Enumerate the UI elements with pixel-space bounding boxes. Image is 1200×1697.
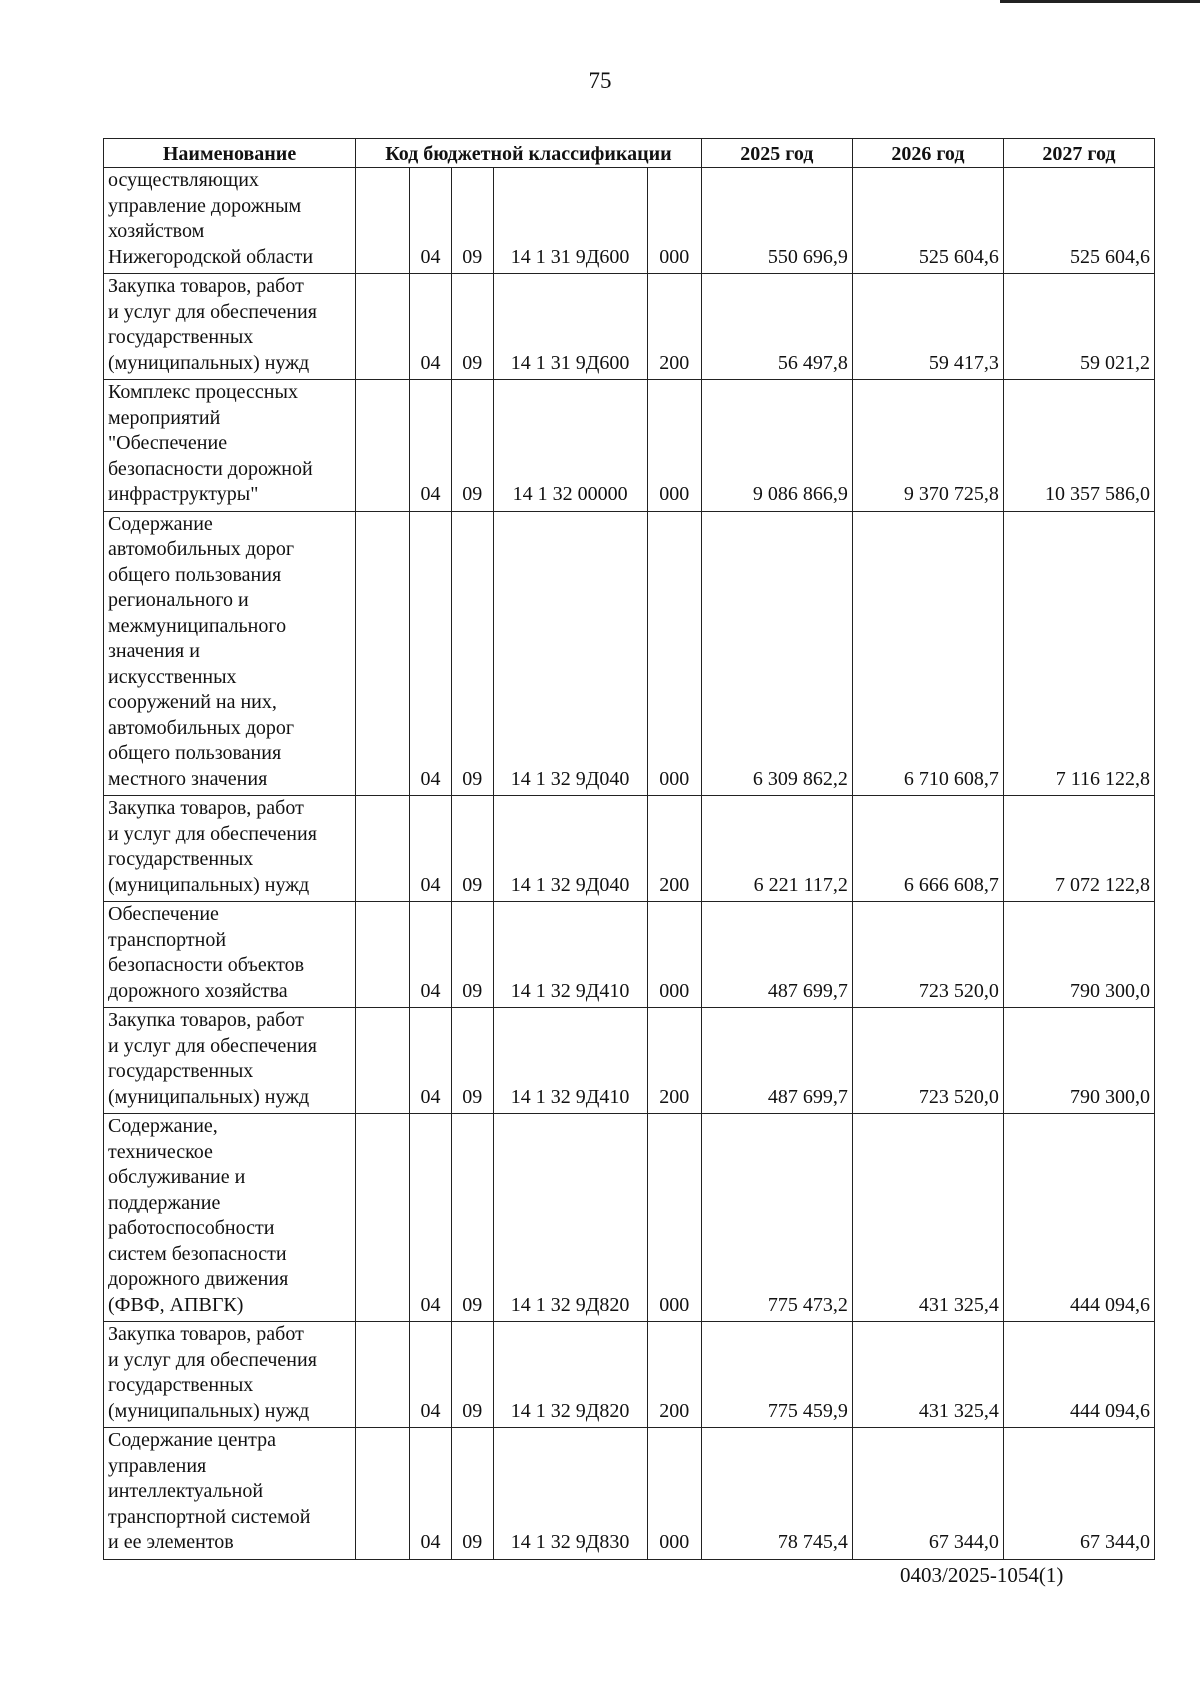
row-subsection: 09 [451,380,493,512]
row-name: Содержание центра управления интеллектуальной транспортной системой и ее элементов [104,1428,356,1560]
table-row [104,274,1155,380]
row-target-article: 14 1 32 9Д410 [493,902,647,1008]
row-value-2027: 525 604,6 [1003,168,1154,274]
table-row [104,511,1155,796]
row-spacer [356,1428,410,1560]
row-expense-type: 000 [647,511,701,796]
row-target-article: 14 1 32 00000 [493,380,647,512]
row-value-2027: 790 300,0 [1003,902,1154,1008]
row-value-2026: 67 344,0 [852,1428,1003,1560]
row-expense-type: 200 [647,796,701,902]
row-name: Содержание автомобильных дорог общего пользования регионального и межмуниципального значения и искусственных сооружений на них, автомобильных дорог общего пользования местного значения [104,511,356,796]
table-row [104,796,1155,902]
row-target-article: 14 1 32 9Д820 [493,1322,647,1428]
row-spacer [356,1114,410,1322]
row-value-2025: 775 473,2 [701,1114,852,1322]
page-number: 75 [588,68,612,93]
row-expense-type: 000 [647,380,701,512]
row-section: 04 [410,1322,452,1428]
row-section: 04 [410,796,452,902]
table-body [104,168,1155,1560]
row-subsection: 09 [451,168,493,274]
row-value-2026: 6 666 608,7 [852,796,1003,902]
row-spacer [356,380,410,512]
row-target-article: 14 1 31 9Д600 [493,274,647,380]
table-row [104,1322,1155,1428]
table-row [104,1428,1155,1560]
header-2026: 2026 год [852,139,1003,168]
row-spacer [356,1008,410,1114]
row-subsection: 09 [451,1428,493,1560]
header-code: Код бюджетной классификации [356,139,702,168]
row-expense-type: 200 [647,1008,701,1114]
top-rule [1000,0,1200,3]
row-spacer [356,274,410,380]
row-value-2025: 6 221 117,2 [701,796,852,902]
row-name: Закупка товаров, работ и услуг для обеспечения государственных (муниципальных) нужд [104,1008,356,1114]
row-expense-type: 000 [647,1428,701,1560]
row-name: Комплекс процессных мероприятий "Обеспечение безопасности дорожной инфраструктуры" [104,380,356,512]
row-value-2027: 444 094,6 [1003,1322,1154,1428]
row-value-2027: 444 094,6 [1003,1114,1154,1322]
row-name: Содержание, техническое обслуживание и поддержание работоспособности систем безопасности дорожного движения (ФВФ, АПВГК) [104,1114,356,1322]
table-row [104,1008,1155,1114]
row-expense-type: 000 [647,902,701,1008]
row-subsection: 09 [451,511,493,796]
row-value-2026: 431 325,4 [852,1114,1003,1322]
table-row [104,380,1155,512]
row-value-2026: 59 417,3 [852,274,1003,380]
row-value-2026: 525 604,6 [852,168,1003,274]
row-value-2025: 6 309 862,2 [701,511,852,796]
row-section: 04 [410,1428,452,1560]
row-value-2026: 9 370 725,8 [852,380,1003,512]
table-row [104,902,1155,1008]
row-subsection: 09 [451,1322,493,1428]
row-value-2025: 487 699,7 [701,902,852,1008]
header-row [104,139,1155,168]
row-name: Закупка товаров, работ и услуг для обеспечения государственных (муниципальных) нужд [104,1322,356,1428]
row-value-2025: 56 497,8 [701,274,852,380]
header-2025: 2025 год [701,139,852,168]
row-section: 04 [410,511,452,796]
row-spacer [356,168,410,274]
document-code: 0403/2025-1054(1) [900,1563,1064,1587]
row-value-2026: 723 520,0 [852,1008,1003,1114]
row-expense-type: 200 [647,274,701,380]
row-name: Закупка товаров, работ и услуг для обеспечения государственных (муниципальных) нужд [104,274,356,380]
row-name: Обеспечение транспортной безопасности объектов дорожного хозяйства [104,902,356,1008]
row-target-article: 14 1 32 9Д410 [493,1008,647,1114]
row-target-article: 14 1 32 9Д820 [493,1114,647,1322]
row-spacer [356,511,410,796]
row-subsection: 09 [451,1008,493,1114]
row-target-article: 14 1 31 9Д600 [493,168,647,274]
row-subsection: 09 [451,902,493,1008]
row-section: 04 [410,274,452,380]
row-value-2027: 10 357 586,0 [1003,380,1154,512]
row-name: Закупка товаров, работ и услуг для обеспечения государственных (муниципальных) нужд [104,796,356,902]
row-value-2026: 431 325,4 [852,1322,1003,1428]
table-row [104,1114,1155,1322]
row-section: 04 [410,168,452,274]
row-value-2027: 7 116 122,8 [1003,511,1154,796]
table-row [104,168,1155,274]
row-section: 04 [410,1008,452,1114]
header-2027: 2027 год [1003,139,1154,168]
row-section: 04 [410,1114,452,1322]
row-name: осуществляющих управление дорожным хозяйством Нижегородской области [104,168,356,274]
row-value-2027: 67 344,0 [1003,1428,1154,1560]
row-value-2025: 78 745,4 [701,1428,852,1560]
row-value-2025: 9 086 866,9 [701,380,852,512]
budget-table [103,138,1155,1560]
row-spacer [356,902,410,1008]
row-target-article: 14 1 32 9Д040 [493,796,647,902]
header-name: Наименование [104,139,356,168]
row-subsection: 09 [451,1114,493,1322]
row-value-2026: 6 710 608,7 [852,511,1003,796]
row-value-2026: 723 520,0 [852,902,1003,1008]
row-target-article: 14 1 32 9Д830 [493,1428,647,1560]
row-expense-type: 000 [647,1114,701,1322]
row-value-2027: 59 021,2 [1003,274,1154,380]
row-expense-type: 200 [647,1322,701,1428]
row-value-2025: 775 459,9 [701,1322,852,1428]
row-value-2025: 487 699,7 [701,1008,852,1114]
row-value-2027: 790 300,0 [1003,1008,1154,1114]
row-subsection: 09 [451,274,493,380]
row-spacer [356,796,410,902]
row-value-2025: 550 696,9 [701,168,852,274]
row-spacer [356,1322,410,1428]
row-expense-type: 000 [647,168,701,274]
row-value-2027: 7 072 122,8 [1003,796,1154,902]
row-section: 04 [410,380,452,512]
row-target-article: 14 1 32 9Д040 [493,511,647,796]
row-subsection: 09 [451,796,493,902]
row-section: 04 [410,902,452,1008]
